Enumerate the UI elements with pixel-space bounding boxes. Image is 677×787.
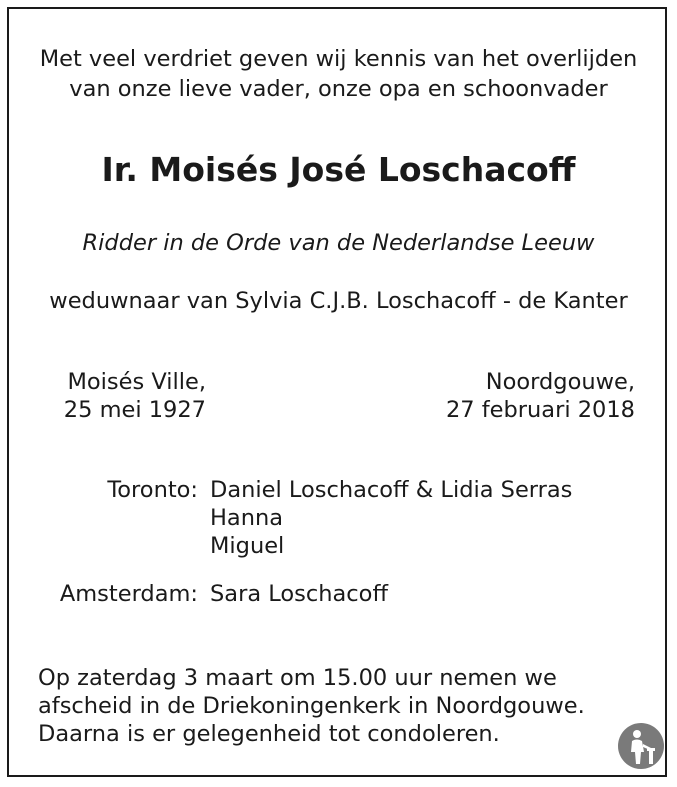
spouse-line: weduwnaar van Sylvia C.J.B. Loschacoff - de Kanter [49,288,628,314]
family-row [0,580,677,608]
family-row [0,532,677,560]
birth-info [56,368,206,424]
ceremony-line-2: afscheid in de Driekoningenkerk in Noordgouwe. [38,693,585,719]
family-list [0,476,677,608]
ceremony-line-3: Daarna is er gelegenheid tot condoleren. [38,721,500,747]
deceased-name: Ir. Moisés José Loschacoff [101,150,576,189]
intro-line-2: van onze lieve vader, onze opa en schoonvader [69,76,608,102]
ceremony-text [38,664,638,748]
birth-place: Moisés Ville, [67,369,206,395]
family-row [0,504,677,532]
death-info [420,368,635,424]
family-member: Sara Loschacoff [210,581,388,607]
mourning-figure-icon [617,722,665,770]
family-row [0,476,677,504]
family-member: Miguel [210,533,285,559]
death-date: 27 februari 2018 [445,397,635,423]
honor-title: Ridder in de Orde van de Nederlandse Leeuw [82,230,595,256]
family-member: Hanna [210,505,284,531]
intro-text [0,44,677,104]
family-city: Toronto: [107,477,198,503]
death-place: Noordgouwe, [485,369,635,395]
birth-date: 25 mei 1927 [63,397,206,423]
family-member: Daniel Loschacoff & Lidia Serras [210,477,573,503]
family-city: Amsterdam: [59,581,198,607]
intro-line-1: Met veel verdriet geven wij kennis van het overlijden [39,46,638,72]
ceremony-line-1: Op zaterdag 3 maart om 15.00 uur nemen we [38,665,557,691]
